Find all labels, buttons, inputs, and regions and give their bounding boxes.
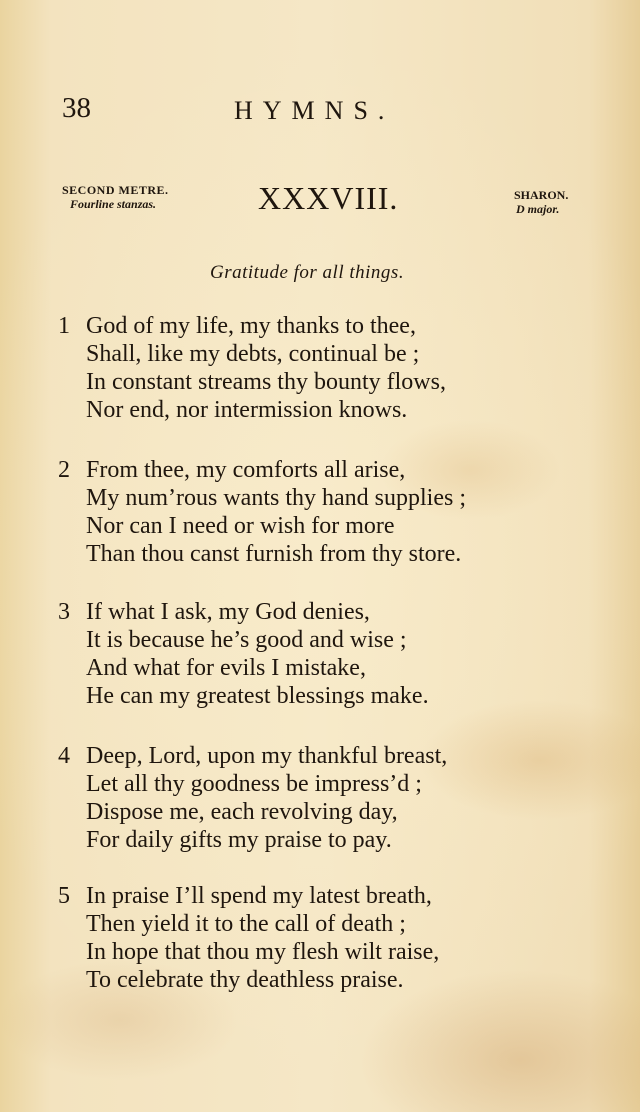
page-number: 38 bbox=[62, 92, 91, 124]
stanza-number: 5 bbox=[58, 883, 70, 909]
stanza-number: 3 bbox=[58, 599, 70, 625]
verse-line: In hope that thou my flesh wilt raise, bbox=[86, 939, 440, 965]
running-head: HYMNS. bbox=[234, 96, 395, 125]
verse-line: Nor end, nor intermission knows. bbox=[86, 397, 408, 423]
verse-line: Shall, like my debts, continual be ; bbox=[86, 341, 420, 367]
tune-name: SHARON. bbox=[514, 188, 569, 202]
verse-line: It is because he’s good and wise ; bbox=[86, 627, 407, 653]
verse-line: If what I ask, my God denies, bbox=[86, 599, 370, 625]
tune-key: D major. bbox=[516, 202, 560, 216]
verse-line: God of my life, my thanks to thee, bbox=[86, 313, 416, 339]
hymn-title: Gratitude for all things. bbox=[210, 262, 405, 283]
verse-line: He can my greatest blessings make. bbox=[86, 683, 429, 709]
verse-line: For daily gifts my praise to pay. bbox=[86, 827, 392, 853]
verse-line: Let all thy goodness be impress’d ; bbox=[86, 771, 422, 797]
stanza-number: 4 bbox=[58, 743, 70, 769]
verse-line: Then yield it to the call of death ; bbox=[86, 911, 406, 937]
verse-line: And what for evils I mistake, bbox=[86, 655, 366, 681]
stanza-form-label: Fourline stanzas. bbox=[70, 197, 157, 211]
stanza-number: 2 bbox=[58, 457, 70, 483]
verse-line: From thee, my comforts all arise, bbox=[86, 457, 406, 483]
verse-line: In praise I’ll spend my latest breath, bbox=[86, 883, 432, 909]
metre-label: SECOND METRE. bbox=[62, 183, 169, 197]
hymn-number: XXXVIII. bbox=[258, 180, 399, 216]
verse-line: My num’rous wants thy hand supplies ; bbox=[86, 485, 466, 511]
tune-info bbox=[514, 188, 568, 216]
stanza-number: 1 bbox=[58, 313, 70, 339]
verse-line: Nor can I need or wish for more bbox=[86, 513, 395, 539]
verse-line: Dispose me, each revolving day, bbox=[86, 799, 398, 825]
verse-line: Than thou canst furnish from thy store. bbox=[86, 541, 462, 567]
metre-info bbox=[62, 183, 169, 211]
verse-line: Deep, Lord, upon my thankful breast, bbox=[86, 743, 448, 769]
verse-line: In constant streams thy bounty flows, bbox=[86, 369, 446, 395]
verse-line: To celebrate thy deathless praise. bbox=[86, 967, 404, 993]
